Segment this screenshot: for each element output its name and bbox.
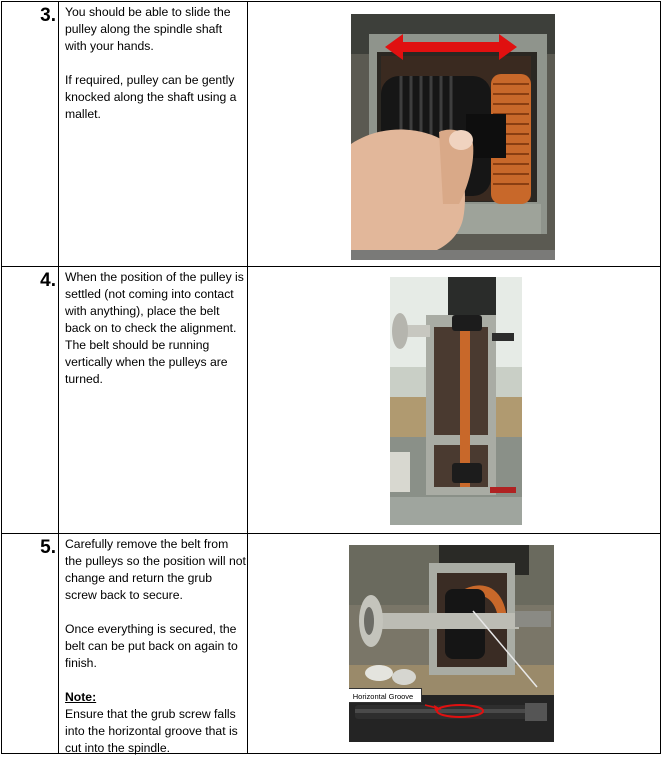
step-row-4: [2, 267, 660, 534]
note-label: Note:: [65, 690, 97, 704]
step-number-cell: [2, 534, 59, 753]
step-text-cell: [59, 2, 248, 266]
step-paragraph: Once everything is secured, the belt can be put back on again to finish.: [65, 622, 238, 670]
step-number: 3.: [40, 5, 56, 26]
note-text: Ensure that the grub screw falls into the horizontal groove that is cut into the spindle.: [65, 707, 238, 755]
belt-alignment-photo: [390, 277, 522, 525]
step-paragraph: If required, pulley can be gently knocked along the shaft using a mallet.: [65, 73, 237, 121]
instruction-table: [1, 1, 661, 754]
step-number-cell: [2, 2, 59, 266]
step-row-5: [2, 534, 660, 753]
step-paragraph: Carefully remove the belt from the pulleys so the position will not change and return the grub screw back to secure.: [65, 537, 246, 602]
step-image-cell: [248, 2, 660, 266]
step-paragraph: You should be able to slide the pulley along the spindle shaft with your hands.: [65, 5, 231, 53]
step-number-cell: [2, 267, 59, 533]
pulley-slide-photo: [351, 14, 555, 260]
step-paragraph: When the position of the pulley is settled (not coming into contact with anything), place the belt back on to check the alignment. The belt should be running vertically when the pulleys are turned.: [65, 270, 244, 386]
step-row-3: [2, 2, 660, 267]
grub-screw-photo: [349, 545, 554, 742]
step-number: 4.: [40, 270, 56, 291]
horizontal-groove-callout: Horizontal Groove: [349, 688, 422, 703]
step-image-cell: [248, 534, 660, 753]
step-text-cell: [59, 267, 248, 533]
step-number: 5.: [40, 537, 56, 558]
step-image-cell: [248, 267, 660, 533]
step-text-cell: [59, 534, 248, 753]
